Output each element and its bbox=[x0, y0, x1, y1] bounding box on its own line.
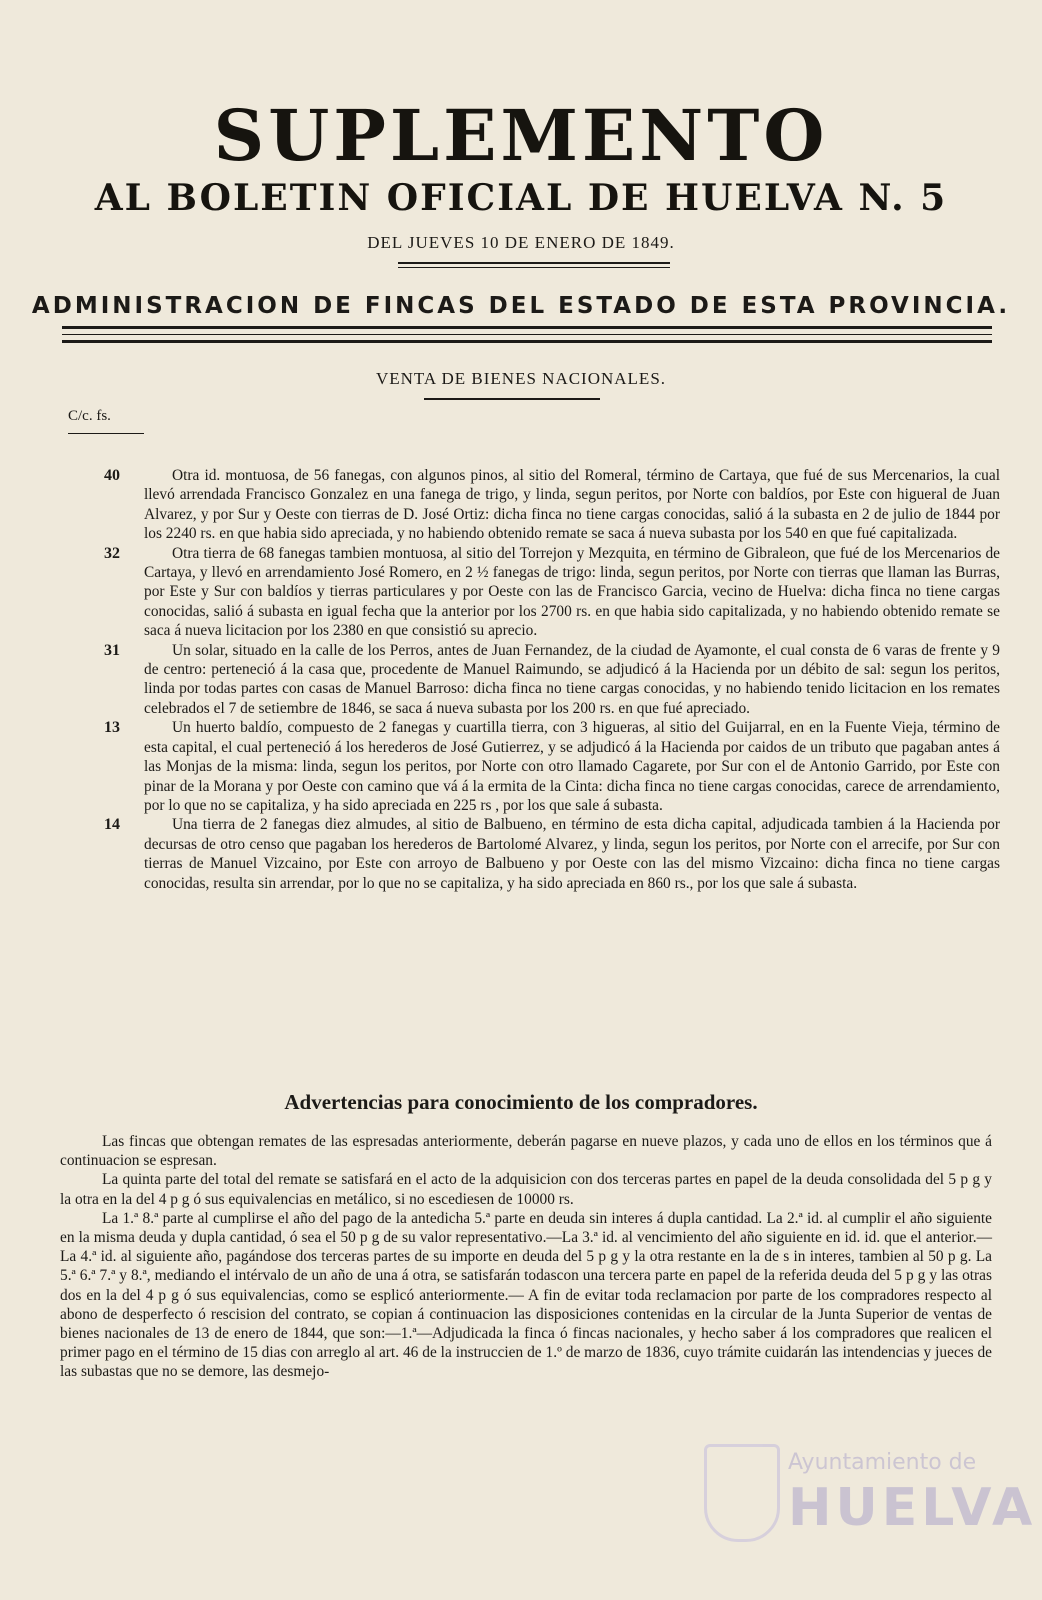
list-item bbox=[104, 544, 1000, 641]
item-number: 40 bbox=[104, 467, 120, 484]
divider-rule bbox=[398, 262, 670, 264]
list-item bbox=[104, 466, 1000, 544]
bulletin-subtitle: AL BOLETIN OFICIAL DE HUELVA N. 5 bbox=[94, 177, 948, 219]
divider-rule bbox=[62, 326, 992, 329]
crest-icon bbox=[704, 1444, 780, 1542]
item-number: 14 bbox=[104, 816, 120, 834]
divider-rule bbox=[62, 334, 992, 335]
divider-rule bbox=[68, 433, 144, 434]
advertencias-heading: Advertencias para conocimiento de los compradores. bbox=[284, 1090, 758, 1114]
supplement-title: SUPLEMENTO bbox=[213, 94, 829, 177]
divider-rule bbox=[398, 267, 670, 268]
divider-rule bbox=[424, 398, 600, 400]
advertencias-body bbox=[60, 1132, 992, 1382]
item-number: 13 bbox=[104, 719, 120, 737]
section-heading: VENTA DE BIENES NACIONALES. bbox=[375, 369, 667, 388]
advertencia-paragraph: La quinta parte del total del remate se satisfará en el acto de la adquisicion con dos terceras partes en papel de la deuda consolidada del 5 p g y la otra en la del 4 p g ó sus equivalencias en metálico, si no escediesen de 10000 rs. bbox=[60, 1171, 992, 1208]
divider-rule bbox=[62, 340, 992, 343]
item-description: Un huerto baldío, compuesto de 2 fanegas y cuartilla tierra, con 3 higueras, al sitio del Guijarral, en en la Fuente Vieja, término de esta capital, el cual perteneció á los herederos de José Gutierrez, y se adjudicó á la Hacienda por caidos de un tributo que pagaban antes á las Monjas de la misma: linda, segun los peritos, por Norte con otro llamado Cagarete, por Sur con el de Antonio Garrido, por Este con pinar de la Morana y por Oeste con camino que vá á la ermita de la Cinta: dicha finca no tiene cargas conocidas, carece de arrendamiento, por lo que no se capitaliza, y ha sido apreciada en 225 rs , por los que sale á subasta. bbox=[144, 719, 1000, 814]
column-label: C/c. fs. bbox=[68, 408, 111, 424]
item-description: Un solar, situado en la calle de los Perros, antes de Juan Fernandez, de la ciudad de Ayamonte, el cual consta de 6 varas de frente y 9 de centro: perteneció á la casa que, procedente de Manuel Raimundo, se adjudicó á la Hacienda por un débito de sal: segun los peritos, linda por todas partes con casas de Manuel Barroso: dicha finca no tiene cargas conocidas, y no habiendo tenido licitacion en los remates celebrados el 7 de setiembre de 1846, se saca á nueva subasta por los 200 rs. en que fué apreciado. bbox=[144, 641, 1000, 717]
administration-heading: ADMINISTRACION DE FINCAS DEL ESTADO DE ESTA PROVINCIA. bbox=[31, 293, 1011, 319]
item-description: Otra id. montuosa, de 56 fanegas, con algunos pinos, al sitio del Romeral, término de Cartaya, que fué de sus Mercenarios, la cual llevó arrendada Francisco Gonzalez en una fanega de trigo, y linda, segun peritos, por Norte con baldíos, por Este con higueral de Juan Alvarez, y por Sur y Oeste con tierras de D. José Ortiz: dicha finca no tiene cargas conocidas, salió á la subasta en 2 de julio de 1844 por los 2240 rs. en que habia sido apreciada, y no habiendo obtenido remate se saca á nueva subasta por los 540 en que fué capitalizada. bbox=[144, 467, 1000, 543]
archive-watermark bbox=[700, 1440, 1037, 1590]
list-item bbox=[104, 718, 1000, 815]
advertencia-paragraph: Las fincas que obtengan remates de las espresadas anteriormente, deberán pagarse en nueve plazos, y cada uno de ellos en los términos que á continuacion se espresan. bbox=[60, 1133, 992, 1170]
issue-date: DEL JUEVES 10 DE ENERO DE 1849. bbox=[367, 233, 675, 252]
watermark-line-main: HUELVA bbox=[788, 1478, 1037, 1538]
list-item bbox=[104, 815, 1000, 893]
property-list bbox=[104, 466, 1000, 893]
list-item bbox=[104, 641, 1000, 719]
advertencia-paragraph: La 1.ª 8.ª parte al cumplirse el año del pago de la antedicha 5.ª parte en deuda sin interes á dupla cantidad. La 2.ª id. al cumplir el año siguiente en la misma deuda y dupla cantidad, ó sea el 50 p g de su valor representativo.—La 3.ª id. al vencimiento del año siguiente en id. id. que el anterior.—La 4.ª id. al siguiente año, pagándose dos terceras partes de su importe en deuda del 5 p g y la otra restante en la de s in interes, tambien al 50 p g. La 5.ª 6.ª 7.ª y 8.ª, mediando el intérvalo de un año de una á otra, se satisfarán todascon una tercera parte en papel de la referida deuda del 5 p g y las otras dos en la del 4 p g ó sus equivalencias, como se esplicó anteriormente.— A fin de evitar toda reclamacion por parte de los compradores respecto al abono de desperfecto ó rescision del contrato, se copian á continuacion las disposiciones contenidas en la circular de la Junta Superior de ventas de bienes nacionales de 13 de enero de 1844, que son:—1.ª—Adjudicada la finca ó fincas nacionales, y hecho saber á los compradores que realicen el primer pago en el término de 15 dias con arreglo al art. 46 de la instruccien de 1.º de marzo de 1836, cuyo trámite cuidarán las intendencias y jueces de las subastas que no se demore, las desmejo- bbox=[60, 1209, 992, 1381]
item-number: 32 bbox=[104, 544, 120, 562]
item-description: Otra tierra de 68 fanegas tambien montuosa, al sitio del Torrejon y Mezquita, en término de Gibraleon, que fué de los Mercenarios de Cartaya, y llevó en arrendamiento José Romero, en 2 ½ fanegas de trigo: linda, segun peritos, por Norte con tierras que llaman las Burras, por Este y Sur con baldíos y tierras particulares y por Oeste con las de Francisco Garcia, vecino de Huelva: dicha finca no tiene cargas conocidas, salió á subasta en igual fecha que la anterior por los 2700 rs. en que habia sido capitalizada, y no habiendo obtenido remate se saca á nueva licitacion por los 2380 en que consistió su aprecio. bbox=[144, 544, 1000, 640]
item-number: 31 bbox=[104, 641, 120, 659]
item-description: Una tierra de 2 fanegas diez almudes, al sitio de Balbueno, en término de esta dicha capital, adjudicada tambien á la Hacienda por decursas de otro censo que pagaban los herederos de Bartolomé Alvarez, y linda, segun los peritos, por Norte con el arrecife, por Sur con tierras de Manuel Vizcaino, por Este con arroyo de Balbueno y por Oeste con las del mismo Vizcaino: dicha finca no tiene cargas conocidas, resulta sin arrendar, por lo que no se capitaliza, y ha sido apreciada en 860 rs., por los que sale á subasta. bbox=[144, 816, 1000, 892]
watermark-line-top: Ayuntamiento de bbox=[788, 1450, 977, 1475]
